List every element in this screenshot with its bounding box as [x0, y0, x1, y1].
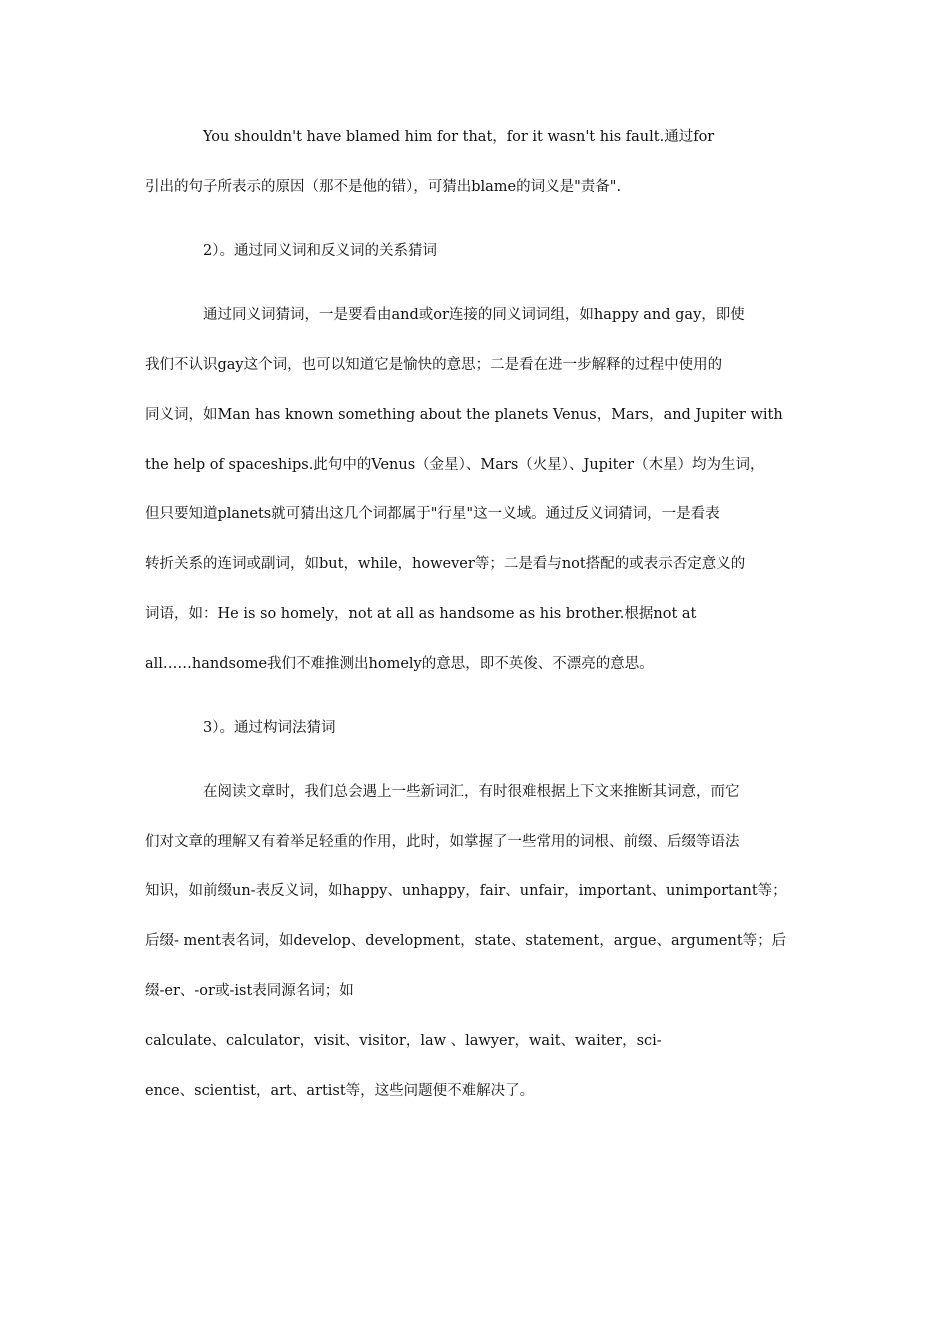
paragraph-line: the help of spaceships.此句中的Venus（金星）、Mars（火星）、Jupiter（木星）均为生词， [145, 457, 765, 473]
paragraph-line: 转折关系的连词或副词，如but，while，however等；二是看与not搭配的或表示否定意义的 [145, 556, 746, 572]
paragraph-line: 后缀- ment表名词，如develop、development，state、statement，argue、argument等；后 [145, 933, 787, 949]
paragraph-line: 我们不认识gay这个词，也可以知道它是愉快的意思；二是看在进一步解释的过程中使用的 [145, 357, 723, 373]
paragraph-line: 通过同义词猜词，一是要看由and或or连接的同义词词组，如happy and gay，即使 [203, 307, 745, 323]
section-heading: 2）。通过同义词和反义词的关系猜词 [203, 243, 437, 259]
paragraph-line: 在阅读文章时，我们总会遇上一些新词汇，有时很难根据上下文来推断其词意，而它 [203, 784, 740, 800]
paragraph-line: all……handsome我们不难推测出homely的意思，即不英俊、不漂亮的意思。 [145, 656, 654, 672]
paragraph-line: calculate、calculator，visit、visitor，law 、lawyer，wait、waiter，sci- [145, 1033, 662, 1049]
section-heading: 3）。通过构词法猜词 [203, 720, 336, 736]
paragraph-line: 同义词，如Man has known something about the planets Venus，Mars，and Jupiter with [145, 407, 783, 423]
paragraph-line: ence、scientist，art、artist等，这些问题便不难解决了。 [145, 1083, 535, 1099]
paragraph-line: 们对文章的理解又有着举足轻重的作用，此时，如掌握了一些常用的词根、前缀、后缀等语法 [145, 834, 740, 850]
paragraph-line: 词语，如：He is so homely，not at all as handsome as his brother.根据not at [145, 606, 697, 622]
paragraph-line: 但只要知道planets就可猜出这几个词都属于"行星"这一义域。通过反义词猜词，一是看表 [145, 506, 720, 522]
paragraph-line: 引出的句子所表示的原因（那不是他的错），可猜出blame的词义是"责备". [145, 179, 622, 195]
paragraph-line: You shouldn't have blamed him for that，for it wasn't his fault.通过for [203, 129, 715, 145]
paragraph-line: 缀-er、-or或-ist表同源名词；如 [145, 983, 354, 999]
paragraph-line: 知识，如前缀un-表反义词，如happy、unhappy，fair、unfair，important、unimportant等； [145, 883, 787, 899]
